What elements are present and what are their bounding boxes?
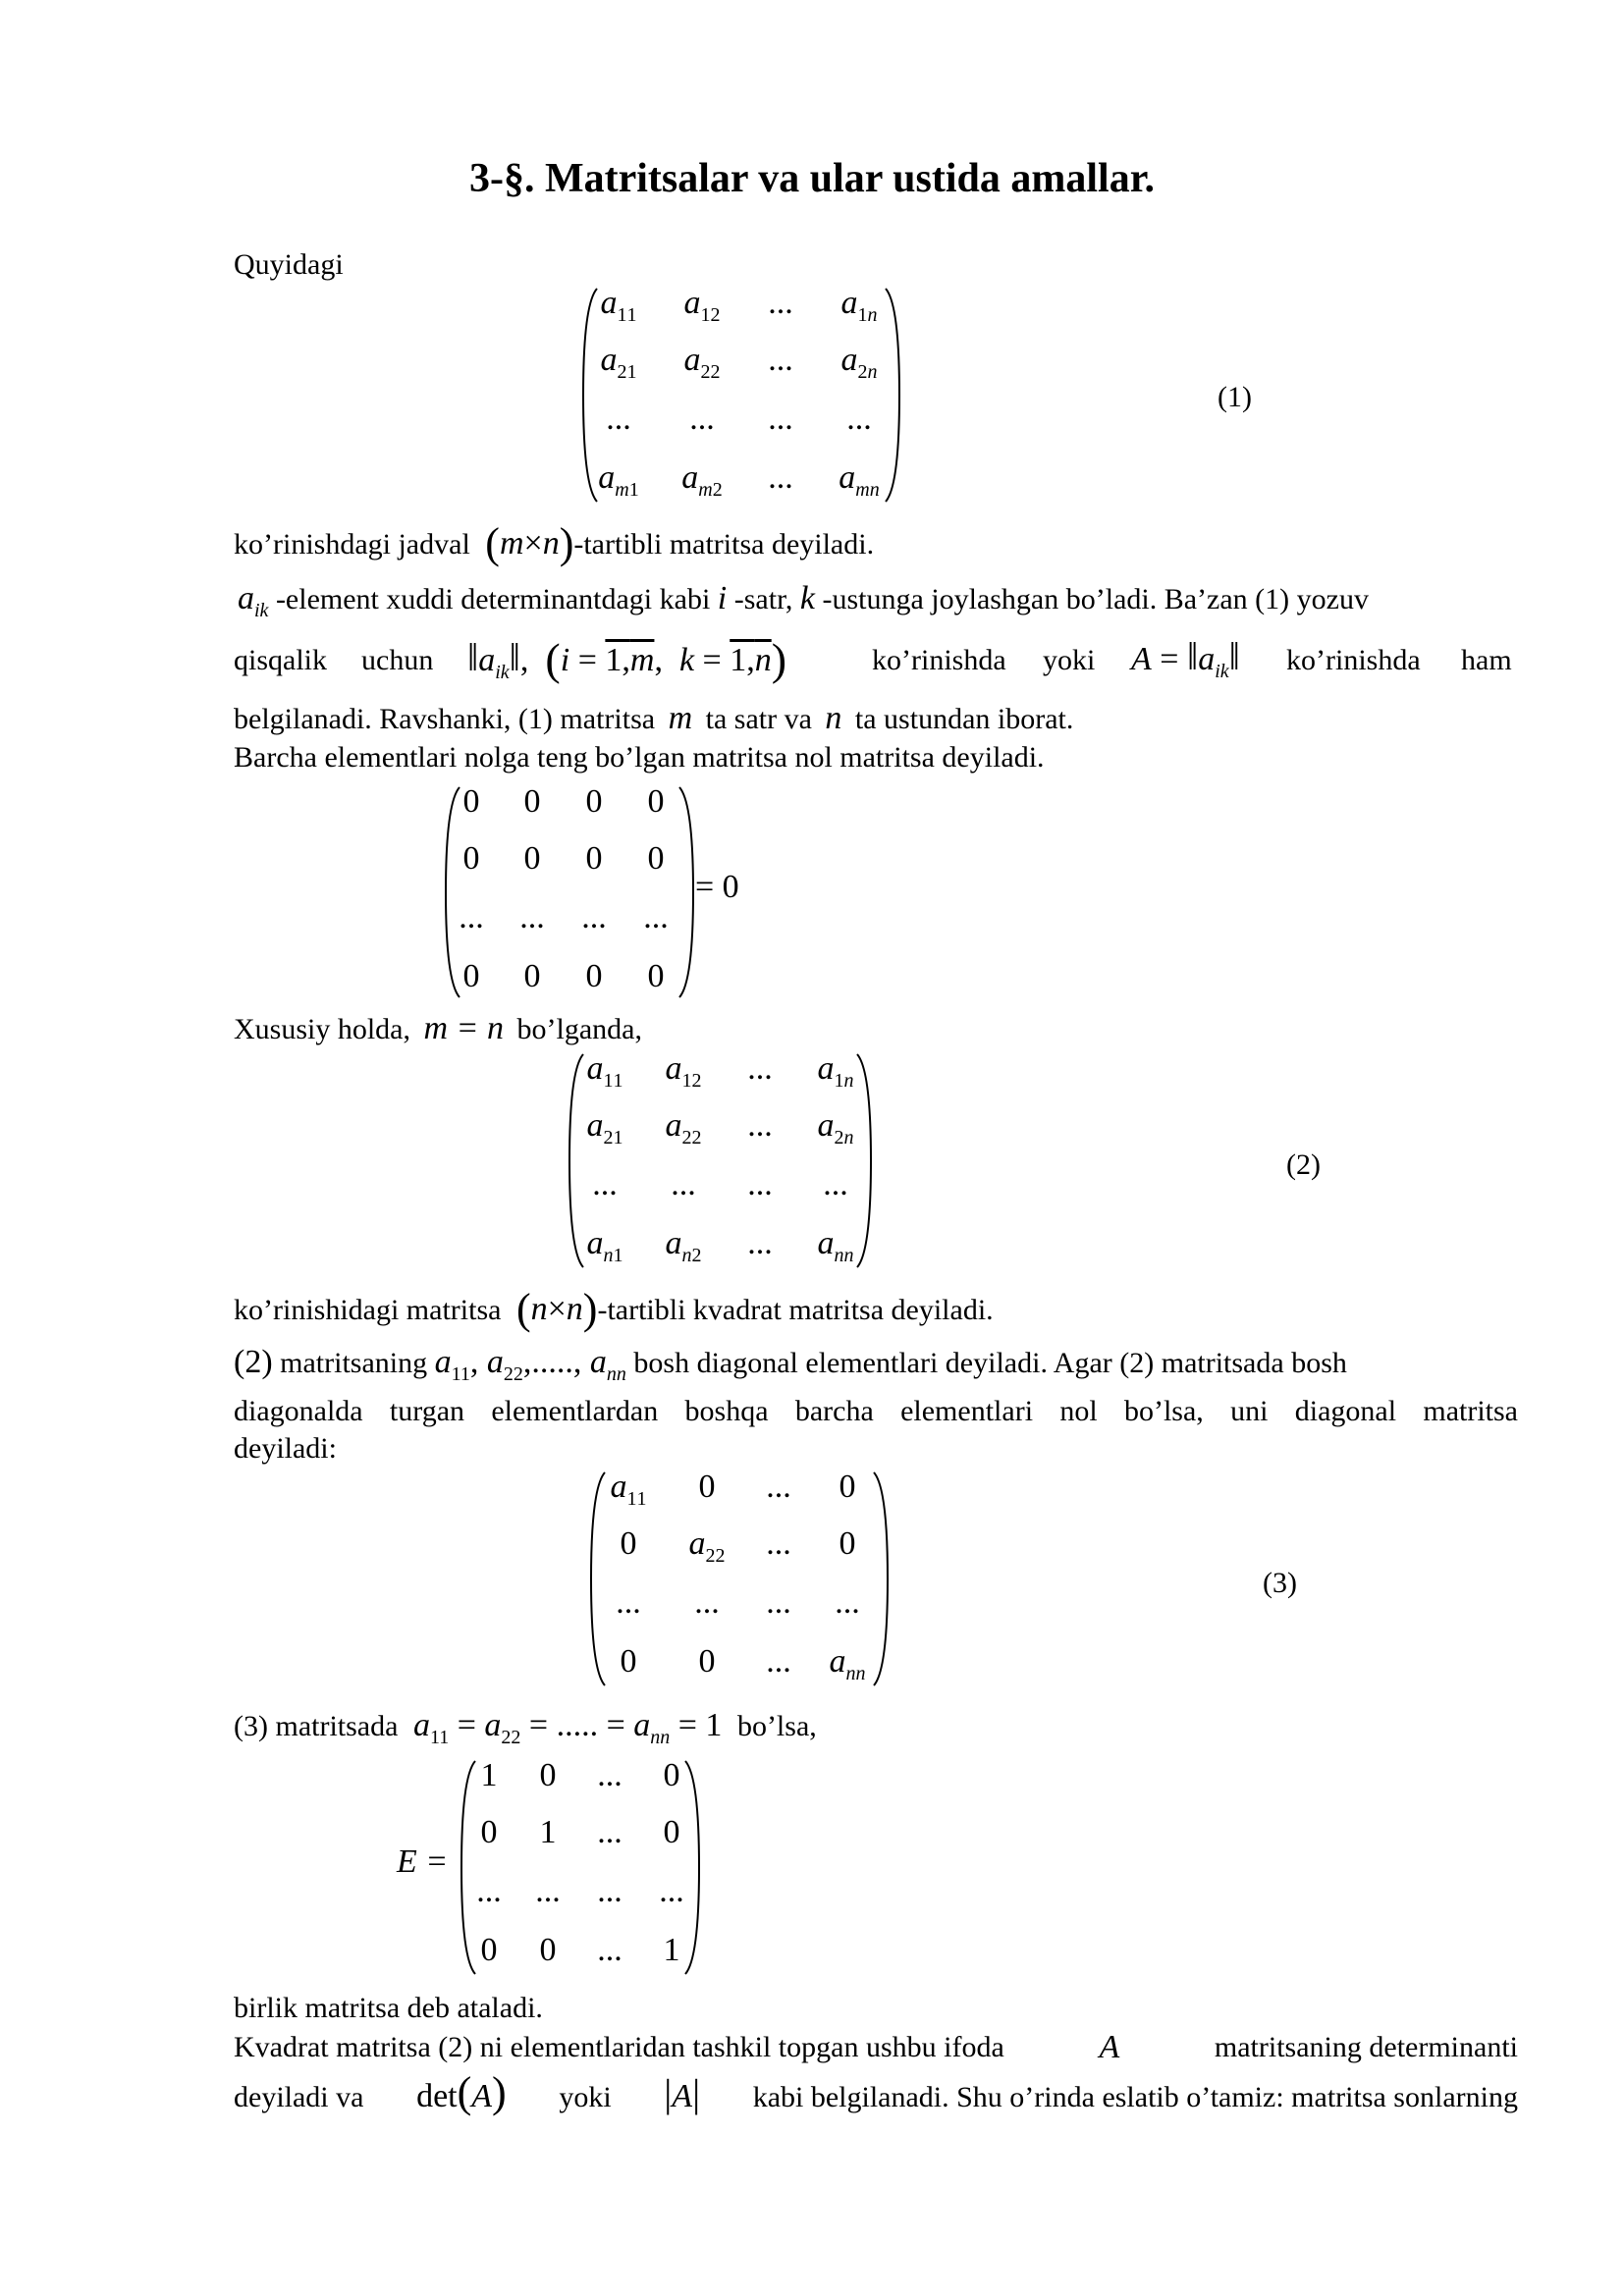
paragraph-main-diagonal xyxy=(234,1345,1518,1392)
paragraph-zero-matrix: Barcha elementlari nolga teng bo’lgan matritsa nol matritsa deyiladi. xyxy=(234,741,1045,774)
identity-label: E = xyxy=(397,1843,449,1880)
matrix-cell: 0 xyxy=(480,1932,498,1968)
matrix-cell: ... xyxy=(747,1225,773,1261)
matrix-cell: ... xyxy=(747,1166,773,1202)
open-paren: ( xyxy=(515,1285,531,1333)
zero-equals: = 0 xyxy=(695,869,739,905)
matrix-cell: ... xyxy=(581,899,607,935)
matrix-cell: $a_{1n}$ xyxy=(817,1050,854,1092)
text: bo’lsa, xyxy=(736,1710,817,1742)
matrix-cell: ... xyxy=(659,1873,684,1909)
matrix-cell: $a_{22}$ xyxy=(683,342,721,383)
matrix-cell: $a_{1n}$ xyxy=(840,285,878,326)
matrix-cell: $a_{nn}$ xyxy=(829,1643,866,1684)
matrix-cell: 0 xyxy=(839,1525,856,1562)
matrix-cell: 1 xyxy=(480,1757,498,1793)
matrix-cell: $a_{n1}$ xyxy=(586,1225,623,1266)
close-paren: ) xyxy=(559,519,574,567)
text: -tartibli matritsa deyiladi. xyxy=(573,528,875,561)
matrix-cell: ... xyxy=(766,1525,791,1562)
matrix-cell: $a_{2n}$ xyxy=(840,342,878,383)
matrix-cell: $a_{11}$ xyxy=(610,1468,647,1510)
text: matritsaning determinanti xyxy=(1214,2031,1518,2063)
matrix-cell: ... xyxy=(766,1468,791,1505)
text: Xususiy holda, xyxy=(234,1013,410,1045)
paragraph-diagonal-matrix: diagonalda turgan elementlardan boshqa barcha elementlari nol bo’lsa, uni diagonal matritsa xyxy=(234,1395,1518,1427)
matrix-3 xyxy=(587,1468,892,1689)
matrix-cell: ... xyxy=(476,1873,502,1909)
matrix-cell: 0 xyxy=(663,1814,680,1850)
text-ham: ham xyxy=(1461,644,1512,676)
matrix-cell: ... xyxy=(846,400,872,437)
matrix-cell: ... xyxy=(768,459,793,496)
matrix-cell: ... xyxy=(747,1107,773,1144)
matrix-cell: ... xyxy=(747,1050,773,1087)
matrix-cell: ... xyxy=(597,1873,623,1909)
matrix-cell: 0 xyxy=(647,783,665,820)
math-k: k xyxy=(799,580,815,616)
paragraph-rows-columns xyxy=(234,701,1073,737)
matrix-cell: ... xyxy=(535,1873,561,1909)
matrix-identity xyxy=(458,1757,703,1978)
matrix-cell: 0 xyxy=(462,840,480,877)
math-n: n xyxy=(825,700,842,736)
text: bo’lganda, xyxy=(516,1013,642,1045)
matrix-cell: 0 xyxy=(462,783,480,820)
matrix-cell: ... xyxy=(823,1166,848,1202)
text-korinishda-1: ko’rinishda xyxy=(872,644,1006,676)
math-A: A xyxy=(1099,2029,1120,2065)
matrix-cell: ... xyxy=(689,400,715,437)
text: kabi belgilanadi. Shu o’rinda eslatib o’tamiz: matritsa sonlarning xyxy=(752,2081,1518,2113)
paragraph-det-notation xyxy=(234,2068,1518,2116)
open-paren: ( xyxy=(485,519,500,567)
matrix-cell: 0 xyxy=(585,783,603,820)
matrix-cell: ... xyxy=(768,400,793,437)
matrix-cell: 0 xyxy=(585,840,603,877)
matrix-cell: ... xyxy=(694,1584,720,1621)
text: yoki xyxy=(559,2081,612,2113)
matrix-cell: 0 xyxy=(523,958,541,994)
formula-norm-index: $‖a_{ik}‖$, (i = 1,m, k = 1,n) xyxy=(467,634,787,684)
matrix-cell: 0 xyxy=(620,1643,637,1680)
math-identity-condition: $a_{11} = a_{22}$ = ..... = $a_{nn} = 1$ xyxy=(412,1707,723,1748)
text: Kvadrat matritsa (2) ni elementlaridan tashkil topgan ushbu ifoda xyxy=(234,2031,1004,2063)
matrix-cell: $a_{m1}$ xyxy=(598,459,639,501)
equation-number-2: (2) xyxy=(1286,1148,1321,1181)
matrix-cell: 0 xyxy=(523,783,541,820)
matrix-cell: 0 xyxy=(539,1757,557,1793)
close-paren: ) xyxy=(582,1285,598,1333)
matrix-zero xyxy=(442,783,697,1001)
text-qisqalik: qisqalik xyxy=(234,644,327,676)
text: ta ustundan iborat. xyxy=(854,703,1074,735)
matrix-cell: 0 xyxy=(698,1468,716,1505)
text-korinishda-2: ko’rinishda xyxy=(1286,644,1421,676)
matrix-cell: $a_{21}$ xyxy=(600,342,637,383)
paragraph-determinant xyxy=(234,2030,1518,2065)
matrix-cell: ... xyxy=(597,1814,623,1850)
paragraph-square-matrix: ko’rinishidagi matritsa (n×n)-tartibli kvadrat matritsa deyiladi. xyxy=(234,1285,994,1333)
matrix-cell: $a_{m2}$ xyxy=(681,459,723,501)
text-yoki: yoki xyxy=(1043,644,1096,676)
matrix-cell: $a_{11}$ xyxy=(600,285,637,326)
matrix-cell: 0 xyxy=(620,1525,637,1562)
matrix-cell: ... xyxy=(597,1932,623,1968)
math-subscript: ik xyxy=(254,600,269,621)
paragraph-intro: Quyidagi xyxy=(234,248,344,281)
matrix-cell: 0 xyxy=(698,1643,716,1680)
math-m-equals-n: m = n xyxy=(423,1010,504,1046)
matrix-cell: $a_{nn}$ xyxy=(817,1225,854,1266)
matrix-cell: $a_{11}$ xyxy=(586,1050,623,1092)
text: ko’rinishidagi matritsa xyxy=(234,1294,502,1326)
paragraph-element-position xyxy=(234,581,1518,628)
equation-number-1: (1) xyxy=(1218,381,1252,413)
matrix-cell: 0 xyxy=(647,840,665,877)
ref-number: (2) xyxy=(234,1344,273,1380)
text-uchun: uchun xyxy=(361,644,434,676)
matrix-cell: 1 xyxy=(663,1932,680,1968)
paragraph-deyiladi: deyiladi: xyxy=(234,1432,337,1465)
matrix-cell: 0 xyxy=(462,958,480,994)
matrix-cell: ... xyxy=(835,1584,860,1621)
text: -ustunga joylashgan bo’ladi. Ba’zan (1) yozuv xyxy=(822,583,1369,615)
math-det-A: det(A) xyxy=(416,2068,507,2116)
math-i: i xyxy=(717,580,728,616)
math-n: n xyxy=(542,525,560,561)
equation-number-3: (3) xyxy=(1263,1567,1297,1599)
matrix-cell: ... xyxy=(766,1584,791,1621)
matrix-cell: ... xyxy=(766,1643,791,1680)
math-m: m xyxy=(668,700,693,736)
paragraph-identity-condition xyxy=(234,1708,817,1755)
matrix-cell: ... xyxy=(592,1166,618,1202)
text: matritsaning xyxy=(280,1347,428,1379)
matrix-cell: ... xyxy=(597,1757,623,1793)
matrix-cell: 0 xyxy=(585,958,603,994)
math-m: m xyxy=(499,525,524,561)
paragraph-special-case xyxy=(234,1011,642,1047)
matrix-cell: 0 xyxy=(839,1468,856,1505)
math-abs-A: |A| xyxy=(664,2071,701,2115)
matrix-cell: ... xyxy=(616,1584,641,1621)
text: -tartibli kvadrat matritsa deyiladi. xyxy=(597,1294,994,1326)
matrix-cell: 0 xyxy=(539,1932,557,1968)
paragraph-matrix-definition xyxy=(234,519,875,567)
matrix-cell: 0 xyxy=(647,958,665,994)
matrix-cell: $a_{12}$ xyxy=(665,1050,702,1092)
times-symbol: × xyxy=(523,525,543,561)
matrix-cell: $a_{22}$ xyxy=(665,1107,702,1148)
matrix-cell: $a_{21}$ xyxy=(586,1107,623,1148)
matrix-1 xyxy=(579,285,903,506)
text: -satr, xyxy=(733,583,793,615)
matrix-cell: $a_{12}$ xyxy=(683,285,721,326)
matrix-cell: ... xyxy=(768,342,793,378)
page-title: 3-§. Matritsalar va ular ustida amallar. xyxy=(468,156,1156,201)
math-diagonal-list: $a_{11}$, $a_{22}$,....., $a_{nn}$ xyxy=(434,1344,626,1385)
matrix-cell: 0 xyxy=(480,1814,498,1850)
math-a: a xyxy=(238,580,254,616)
matrix-cell: ... xyxy=(606,400,631,437)
matrix-cell: ... xyxy=(768,285,793,321)
matrix-cell: 0 xyxy=(523,840,541,877)
matrix-2 xyxy=(566,1050,875,1271)
matrix-cell: $a_{2n}$ xyxy=(817,1107,854,1148)
matrix-cell: ... xyxy=(459,899,484,935)
text: deyiladi va xyxy=(234,2081,364,2113)
matrix-cell: $a_{n2}$ xyxy=(665,1225,702,1266)
matrix-cell: $a_{mn}$ xyxy=(839,459,880,501)
paragraph-identity-definition: birlik matritsa deb ataladi. xyxy=(234,1992,543,2024)
matrix-cell: $a_{22}$ xyxy=(688,1525,726,1567)
matrix-cell: 1 xyxy=(539,1814,557,1850)
text: bosh diagonal elementlari deyiladi. Agar (2) matritsada bosh xyxy=(633,1347,1347,1379)
matrix-cell: ... xyxy=(671,1166,696,1202)
text: belgilanadi. Ravshanki, (1) matritsa xyxy=(234,703,656,735)
text: (3) matritsada xyxy=(234,1710,399,1742)
text: -element xuddi determinantdagi kabi xyxy=(275,583,711,615)
matrix-cell: 0 xyxy=(663,1757,680,1793)
matrix-cell: ... xyxy=(519,899,545,935)
text: ko’rinishdagi jadval xyxy=(234,528,470,561)
formula-a-equals-norm: $A = ‖a_{ik}‖$ xyxy=(1131,634,1240,682)
matrix-cell: ... xyxy=(643,899,669,935)
text: ta satr va xyxy=(705,703,812,735)
